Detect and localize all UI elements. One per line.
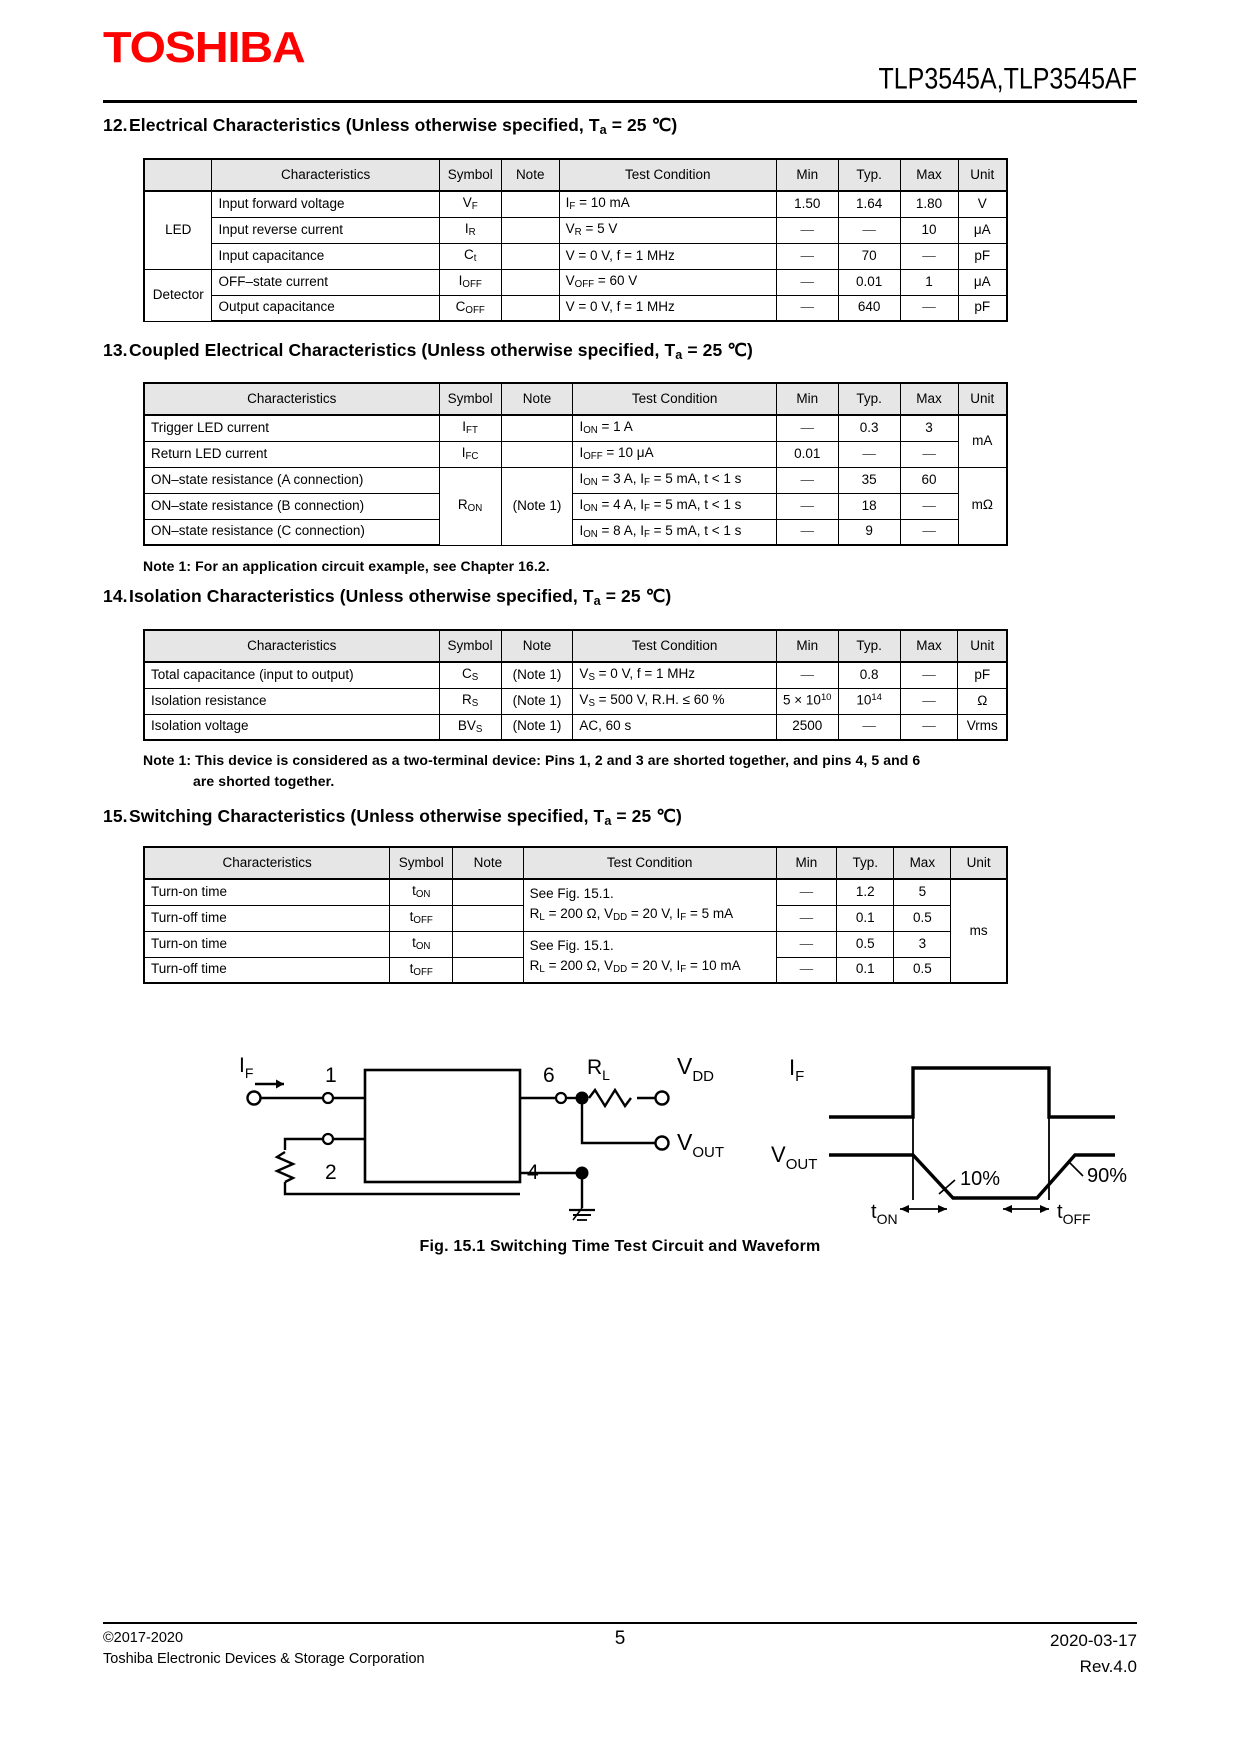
cell-note: (Note 1)	[501, 467, 573, 545]
col-test-condition: Test Condition	[573, 630, 776, 662]
cell-unit: Vrms	[958, 714, 1007, 740]
section-13-heading	[103, 340, 753, 362]
figure-label-vdd	[677, 1053, 714, 1085]
cell-max: 0.5	[894, 905, 951, 931]
cell-min: 1.50	[776, 191, 838, 217]
section-12-title-a: Electrical Characteristics (Unless otherwise specified, T	[129, 115, 600, 135]
cell-min: $5 \times 10^{10}$	[776, 688, 838, 714]
col-max: Max	[894, 847, 951, 879]
footer-copyright: ©2017-2020	[103, 1630, 184, 1646]
figure-label-90pct: 90%	[1087, 1165, 1128, 1187]
cell-symbol: $C_{OFF}$	[439, 295, 501, 321]
cell-unit: pF	[958, 243, 1007, 269]
cell-characteristic: Total capacitance (input to output)	[144, 662, 439, 688]
figure-label-10pct: 10%	[960, 1168, 1001, 1190]
col-max: Max	[900, 159, 958, 191]
cell-min: —	[776, 217, 838, 243]
cell-note	[501, 243, 559, 269]
cell-symbol: $t_{ON}$	[390, 879, 453, 905]
cell-unit: pF	[958, 295, 1007, 321]
section-15-number: 15.	[103, 806, 128, 826]
cell-characteristic: Turn-off time	[144, 905, 390, 931]
cond-line-2: $R_L = 200$ Ω, $V_{DD} = 20$ V, $I_F = 10$ mA	[529, 957, 741, 975]
cell-typ: 0.8	[838, 662, 900, 688]
cell-max: —	[900, 714, 958, 740]
table-row	[144, 295, 1007, 321]
table-header-row	[144, 159, 1007, 191]
section-12-number: 12.	[103, 115, 128, 135]
cell-test-condition: $I_{OFF} = 10$ μA	[573, 441, 776, 467]
footer-revision: Rev.4.0	[1079, 1656, 1137, 1676]
cell-min: —	[776, 295, 838, 321]
cell-symbol: $R_{ON}$	[439, 467, 501, 545]
cell-max: 5	[894, 879, 951, 905]
toshiba-logo: TOSHIBA	[103, 23, 305, 72]
cell-min: —	[776, 905, 837, 931]
cell-characteristic: Return LED current	[144, 441, 439, 467]
figure-label-ton	[871, 1201, 898, 1227]
cell-test-condition: V = 0 V, f = 1 MHz	[559, 243, 776, 269]
cell-characteristic: Input forward voltage	[212, 191, 439, 217]
cell-min: 2500	[776, 714, 838, 740]
cond-line-1: See Fig. 15.1.	[529, 937, 614, 953]
cell-min: —	[776, 879, 837, 905]
col-note: Note	[501, 383, 573, 415]
cell-note	[453, 905, 524, 931]
cell-symbol: $BV_S$	[439, 714, 501, 740]
table-row	[144, 269, 1007, 295]
section-12-heading	[103, 115, 677, 137]
cell-typ: —	[838, 441, 900, 467]
col-typ: Typ.	[838, 159, 900, 191]
cell-unit: μA	[958, 217, 1007, 243]
col-test-condition: Test Condition	[523, 847, 776, 879]
cell-max: —	[900, 493, 958, 519]
cell-typ: 18	[838, 493, 900, 519]
figure-vout-sub: OUT	[692, 1144, 725, 1161]
cell-characteristic: Isolation voltage	[144, 714, 439, 740]
cell-test-condition	[523, 931, 776, 983]
col-symbol: Symbol	[439, 159, 501, 191]
col-unit: Unit	[958, 383, 1007, 415]
figure-if-circuit-sub: F	[244, 1065, 254, 1081]
footer-company: Toshiba Electronic Devices & Storage Corporation	[103, 1651, 425, 1668]
figure-toff-sub: OFF	[1062, 1211, 1091, 1227]
table-row	[144, 243, 1007, 269]
section-13-number: 13.	[103, 340, 128, 360]
cell-min: —	[776, 243, 838, 269]
footer-date: 2020-03-17	[1050, 1631, 1137, 1650]
table-row	[144, 191, 1007, 217]
table-row	[144, 714, 1007, 740]
cell-test-condition: V = 0 V, f = 1 MHz	[559, 295, 776, 321]
cell-test-condition: $I_{ON} = 8$ A, $I_F = 5$ mA, t < 1 s	[573, 519, 776, 545]
cell-symbol: $t_{OFF}$	[390, 905, 453, 931]
cond-line-1: See Fig. 15.1.	[529, 886, 614, 902]
coupled-electrical-characteristics-table	[143, 382, 1008, 546]
cell-min: 0.01	[776, 441, 838, 467]
table-row	[144, 441, 1007, 467]
cell-characteristic: Turn-off time	[144, 957, 390, 983]
cell-characteristic: OFF–state current	[212, 269, 439, 295]
figure-vout-wave-main: V	[771, 1142, 786, 1167]
cell-min: —	[776, 467, 838, 493]
cell-symbol: $I_{FC}$	[439, 441, 501, 467]
cell-unit: mΩ	[958, 467, 1007, 545]
cell-max: 3	[894, 931, 951, 957]
figure-label-vout	[677, 1129, 724, 1161]
col-symbol: Symbol	[439, 383, 501, 415]
section-13-title-sub: a	[675, 347, 683, 362]
table-row	[144, 519, 1007, 545]
cell-characteristic: Output capacitance	[212, 295, 439, 321]
figure-label-pin4: 4	[527, 1161, 539, 1184]
footer-right	[1050, 1628, 1137, 1679]
figure-toff-main: t	[1057, 1201, 1063, 1223]
col-max: Max	[900, 383, 958, 415]
figure-caption: Fig. 15.1 Switching Time Test Circuit and Waveform	[419, 1238, 821, 1255]
col-note: Note	[501, 159, 559, 191]
cell-characteristic: Input capacitance	[212, 243, 439, 269]
switching-characteristics-table	[143, 846, 1008, 984]
cell-symbol: $R_S$	[439, 688, 501, 714]
figure-if-circuit-main: I	[239, 1054, 245, 1077]
cell-symbol: $C_S$	[439, 662, 501, 688]
figure-label-if-wave	[789, 1055, 804, 1085]
cell-typ: 35	[838, 467, 900, 493]
cell-note: (Note 1)	[501, 688, 573, 714]
section-14-title-a: Isolation Characteristics (Unless otherwise specified, T	[129, 586, 594, 606]
cell-characteristic: ON–state resistance (B connection)	[144, 493, 439, 519]
figure-rl-sub: L	[602, 1067, 610, 1083]
cell-note	[501, 217, 559, 243]
col-characteristics: Characteristics	[212, 159, 439, 191]
cond-line-2: $R_L = 200$ Ω, $V_{DD} = 20$ V, $I_F = 5$ mA	[529, 906, 734, 924]
cell-min: —	[776, 493, 838, 519]
cell-max: —	[900, 243, 958, 269]
section-15-title-b: = 25 ℃)	[611, 806, 682, 826]
col-unit: Unit	[958, 159, 1007, 191]
cell-test-condition: $V_S = 500$ V, R.H. ≤ 60 %	[573, 688, 776, 714]
figure-label-pin2: 2	[325, 1161, 337, 1184]
table-header-row	[144, 847, 1007, 879]
figure-label-rl	[587, 1056, 610, 1083]
cell-typ: 0.1	[837, 957, 894, 983]
col-symbol: Symbol	[439, 630, 501, 662]
cell-min: —	[776, 662, 838, 688]
cell-typ: 1.64	[838, 191, 900, 217]
cell-min: —	[776, 415, 838, 441]
cell-max: —	[900, 441, 958, 467]
table14-note-line2: are shorted together.	[193, 773, 335, 789]
cell-max: 60	[900, 467, 958, 493]
cell-note	[501, 269, 559, 295]
cell-symbol: $V_F$	[439, 191, 501, 217]
cell-max: —	[900, 662, 958, 688]
cell-unit: μA	[958, 269, 1007, 295]
table-body	[144, 879, 1007, 983]
cell-typ: 0.3	[838, 415, 900, 441]
col-typ: Typ.	[838, 630, 900, 662]
cell-test-condition: $I_{ON} = 4$ A, $I_F = 5$ mA, t < 1 s	[573, 493, 776, 519]
cell-min: —	[776, 957, 837, 983]
section-13-title-a: Coupled Electrical Characteristics (Unless otherwise specified, T	[129, 340, 676, 360]
col-unit: Unit	[958, 630, 1007, 662]
cell-symbol: $I_{FT}$	[439, 415, 501, 441]
cell-note	[501, 191, 559, 217]
figure-vdd-main: V	[677, 1053, 693, 1079]
cell-max: 3	[900, 415, 958, 441]
cell-symbol: $t_{ON}$	[390, 931, 453, 957]
figure-ton-main: t	[871, 1201, 877, 1223]
figure-if-wave-sub: F	[795, 1068, 805, 1085]
cell-note: (Note 1)	[501, 714, 573, 740]
col-symbol: Symbol	[390, 847, 453, 879]
col-min: Min	[776, 159, 838, 191]
cell-test-condition: $V_{OFF} = 60$ V	[559, 269, 776, 295]
section-13-title-b: = 25 ℃)	[682, 340, 753, 360]
cell-test-condition: $V_S = 0$ V, f = 1 MHz	[573, 662, 776, 688]
cell-min: —	[776, 519, 838, 545]
cell-note: (Note 1)	[501, 662, 573, 688]
table-row	[144, 688, 1007, 714]
cell-symbol: $I_R$	[439, 217, 501, 243]
cell-max: 1.80	[900, 191, 958, 217]
table-row	[144, 931, 1007, 957]
cell-test-condition: $I_{ON} = 1$ A	[573, 415, 776, 441]
col-test-condition: Test Condition	[559, 159, 776, 191]
cell-max: —	[900, 295, 958, 321]
cell-typ: 0.5	[837, 931, 894, 957]
section-12-title-sub: a	[599, 122, 607, 137]
cell-min: —	[776, 269, 838, 295]
electrical-characteristics-table	[143, 158, 1008, 322]
cell-typ: —	[838, 217, 900, 243]
col-note: Note	[501, 630, 573, 662]
col-min: Min	[776, 630, 838, 662]
header-divider	[103, 100, 1137, 103]
cell-group: LED	[144, 191, 212, 269]
cell-typ: —	[838, 714, 900, 740]
cell-test-condition: $I_F = 10$ mA	[559, 191, 776, 217]
cell-characteristic: Trigger LED current	[144, 415, 439, 441]
col-min: Min	[776, 847, 837, 879]
figure-label-toff	[1057, 1201, 1091, 1227]
section-15-heading	[103, 806, 682, 828]
cell-typ: $10^{14}$	[838, 688, 900, 714]
cell-unit: pF	[958, 662, 1007, 688]
cell-test-condition	[523, 879, 776, 931]
section-15-title-a: Switching Characteristics (Unless otherwise specified, T	[129, 806, 605, 826]
col-characteristics: Characteristics	[144, 630, 439, 662]
cell-typ: 0.01	[838, 269, 900, 295]
col-characteristics: Characteristics	[144, 383, 439, 415]
cell-symbol: $C_t$	[439, 243, 501, 269]
cell-unit: V	[958, 191, 1007, 217]
table-row	[144, 879, 1007, 905]
figure-rl-main: R	[587, 1056, 603, 1079]
cell-typ: 1.2	[837, 879, 894, 905]
cell-test-condition: $I_{ON} = 3$ A, $I_F = 5$ mA, t < 1 s	[573, 467, 776, 493]
table13-note: Note 1: For an application circuit example, see Chapter 16.2.	[143, 558, 550, 574]
table-header-row	[144, 383, 1007, 415]
switching-time-test-circuit-and-waveform-svg	[103, 1022, 1137, 1252]
section-15-title-sub: a	[604, 813, 612, 828]
cell-characteristic: ON–state resistance (C connection)	[144, 519, 439, 545]
cell-typ: 70	[838, 243, 900, 269]
part-number-title: TLP3545A,TLP3545AF	[878, 62, 1137, 96]
cell-note	[501, 415, 573, 441]
col-min: Min	[776, 383, 838, 415]
cell-characteristic: Turn-on time	[144, 931, 390, 957]
figure-vdd-sub: DD	[692, 1068, 715, 1085]
figure-vout-wave-sub: OUT	[785, 1156, 818, 1173]
table-body	[144, 415, 1007, 545]
cell-note	[453, 957, 524, 983]
table-row	[144, 493, 1007, 519]
cell-max: 0.5	[894, 957, 951, 983]
table-row	[144, 467, 1007, 493]
isolation-characteristics-table	[143, 629, 1008, 741]
cell-test-condition: AC, 60 s	[573, 714, 776, 740]
cell-symbol: $I_{OFF}$	[439, 269, 501, 295]
figure-15-1	[103, 1022, 1137, 1252]
cell-characteristic: ON–state resistance (A connection)	[144, 467, 439, 493]
table-body	[144, 191, 1007, 321]
col-test-condition: Test Condition	[573, 383, 776, 415]
cell-min: —	[776, 931, 837, 957]
cell-typ: 640	[838, 295, 900, 321]
figure-label-pin1: 1	[325, 1064, 337, 1087]
figure-vout-main: V	[677, 1129, 693, 1155]
cell-max: —	[900, 688, 958, 714]
cell-max: 10	[900, 217, 958, 243]
col-characteristics: Characteristics	[144, 847, 390, 879]
section-14-heading	[103, 586, 671, 608]
footer-page-number: 5	[614, 1628, 626, 1649]
cell-group: Detector	[144, 269, 212, 321]
cell-note	[453, 879, 524, 905]
table14-note	[143, 750, 920, 792]
figure-label-pin6: 6	[543, 1064, 555, 1087]
cell-test-condition: $V_R = 5$ V	[559, 217, 776, 243]
cell-unit: mA	[958, 415, 1007, 467]
table-row	[144, 217, 1007, 243]
cell-note	[501, 441, 573, 467]
table-body	[144, 662, 1007, 740]
col-typ: Typ.	[837, 847, 894, 879]
col-typ: Typ.	[838, 383, 900, 415]
cell-unit: ms	[951, 879, 1007, 983]
figure-label-vout-wave	[771, 1142, 817, 1173]
figure-label-if-circuit	[239, 1054, 253, 1081]
cell-symbol: $t_{OFF}$	[390, 957, 453, 983]
col-unit: Unit	[951, 847, 1007, 879]
table14-note-line1: Note 1: This device is considered as a two-terminal device: Pins 1, 2 and 3 are shorted together, and pins 4, 5 and 6	[143, 752, 921, 768]
section-12-title-b: = 25 ℃)	[606, 115, 678, 135]
section-14-title-sub: a	[593, 593, 601, 608]
col-group	[144, 159, 212, 191]
page-header	[103, 23, 1137, 96]
figure-if-wave-main: I	[789, 1055, 796, 1080]
cell-characteristic: Input reverse current	[212, 217, 439, 243]
figure-ton-sub: ON	[876, 1211, 898, 1227]
cell-characteristic: Isolation resistance	[144, 688, 439, 714]
table-header-row	[144, 630, 1007, 662]
cell-typ: 9	[838, 519, 900, 545]
section-14-title-b: = 25 ℃)	[600, 586, 672, 606]
footer-divider	[103, 1622, 1137, 1624]
cell-unit: Ω	[958, 688, 1007, 714]
cell-note	[501, 295, 559, 321]
section-14-number: 14.	[103, 586, 128, 606]
table-row	[144, 415, 1007, 441]
cell-note	[453, 931, 524, 957]
cell-typ: 0.1	[837, 905, 894, 931]
cell-max: —	[900, 519, 958, 545]
col-note: Note	[453, 847, 524, 879]
cell-max: 1	[900, 269, 958, 295]
cell-characteristic: Turn-on time	[144, 879, 390, 905]
table-row	[144, 662, 1007, 688]
col-max: Max	[900, 630, 958, 662]
